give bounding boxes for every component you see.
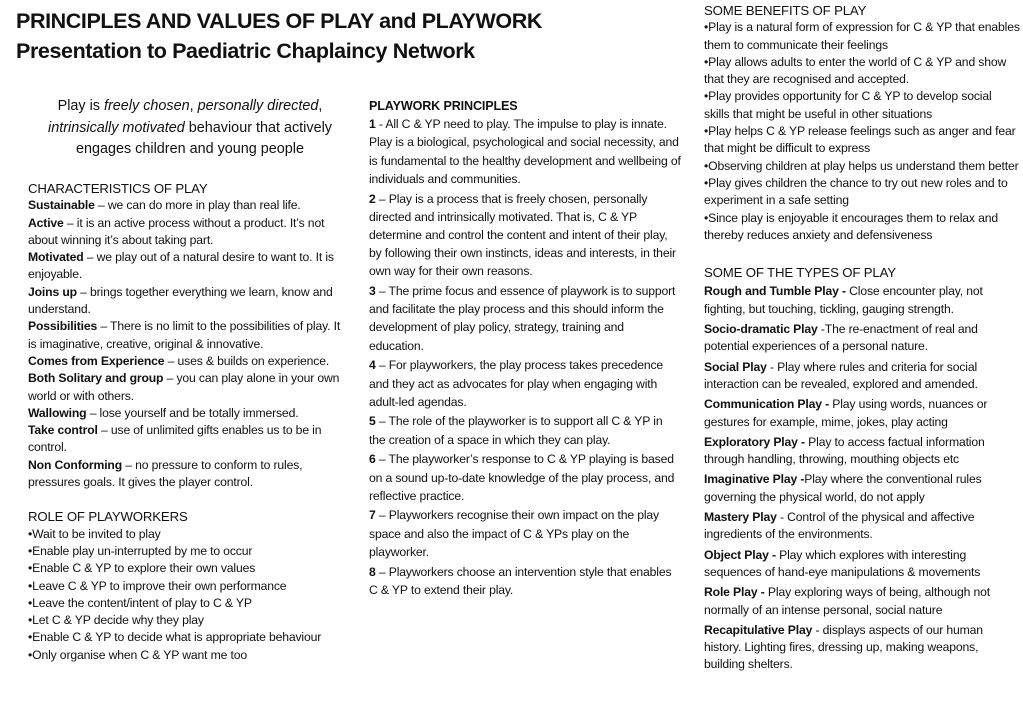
characteristic-item-text: – lose yourself and be totally immersed.	[86, 405, 299, 420]
role-item: •Wait to be invited to play	[28, 526, 161, 541]
characteristic-item	[28, 370, 350, 405]
play-type-item-term: Mastery Play	[704, 510, 777, 525]
principle-item-term: 5	[369, 414, 376, 429]
role-item: •Leave C & YP to improve their own performance	[28, 578, 287, 593]
types-list	[704, 283, 1020, 673]
characteristic-item-text: – you can play alone in your own world or with others.	[28, 371, 340, 403]
characteristic-item-term: Take control	[28, 423, 98, 438]
play-type-item	[704, 321, 1020, 356]
role-item: •Let C & YP decide why they play	[28, 613, 204, 628]
characteristic-item	[28, 353, 350, 370]
roles-heading: ROLE OF PLAYWORKERS	[28, 509, 188, 525]
play-type-item	[704, 396, 1020, 431]
role-item: •Only organise when C & YP want me too	[28, 647, 247, 662]
characteristic-item-text: – it is an active process without a product. It’s not about winning it’s about taking part.	[28, 215, 325, 247]
characteristic-item	[28, 284, 350, 319]
intro-text: ,	[189, 98, 198, 114]
characteristic-item-term: Sustainable	[28, 198, 95, 213]
play-type-item-text: - Control of the physical and affective ingredients of the environments.	[704, 510, 975, 542]
principle-item	[369, 563, 681, 599]
play-type-item-text: Play exploring ways of being, although not normally of an intense personal, social nature	[704, 585, 990, 617]
characteristic-item-term: Wallowing	[28, 405, 87, 420]
benefit-item: •Play provides opportunity for C & YP to develop social skills that might be useful in other situations	[704, 89, 992, 121]
principle-item-text: – The prime focus and essence of playwork is to support and facilitate the play process and this should inform the development of play policy, strategy, training and education.	[369, 284, 676, 353]
characteristic-item-text: – we play out of a natural desire to want to. It is enjoyable.	[28, 250, 334, 282]
principle-item-text: – Playworkers choose an intervention style that enables C & YP to extend their play.	[369, 564, 672, 597]
play-type-item-term: Exploratory Play -	[704, 434, 805, 449]
characteristic-item-text: – we can do more in play than real life.	[94, 198, 301, 213]
play-type-item	[704, 359, 1020, 394]
title-line-1: PRINCIPLES AND VALUES OF PLAY and PLAYWORK	[16, 9, 542, 33]
principle-item	[369, 282, 681, 355]
principles-list	[369, 115, 681, 599]
characteristic-item-text: – use of unlimited gifts enables us to be in control.	[28, 423, 322, 455]
principle-item-text: – Playworkers recognise their own impact on the play space and also the impact of C & YPs play on the playworker.	[369, 508, 659, 559]
principle-item	[369, 450, 681, 505]
play-type-item-term: Imaginative Play -	[704, 472, 805, 487]
play-type-item-term: Role Play -	[704, 585, 765, 600]
intro-text: Play is	[57, 98, 104, 114]
characteristic-item	[28, 249, 350, 284]
roles-list	[28, 526, 350, 664]
play-type-item	[704, 547, 1020, 582]
play-type-item-term: Object Play -	[704, 547, 776, 562]
play-type-item-text: Close encounter play, not fighting, but touching, tickling, gauging strength.	[704, 284, 983, 316]
title-line-2: Presentation to Paediatric Chaplaincy Network	[16, 39, 475, 63]
characteristic-item-text: – There is no limit to the possibilities of play. It is imaginative, creative, original & innovative.	[28, 319, 341, 351]
principle-item-text: – For playworkers, the play process takes precedence and they act as advocates for play when engaging with adult-led agendas.	[369, 358, 664, 409]
play-type-item	[704, 584, 1020, 619]
benefit-item: •Since play is enjoyable it encourages them to relax and thereby reduces anxiety and defensiveness	[704, 210, 998, 242]
play-type-item-text: Play which explores with interesting sequences of hand-eye manipulations & movements	[704, 547, 981, 579]
play-type-item-text: Play to access factual information through handling, throwing, mouthing objects etc	[704, 434, 985, 467]
play-type-item	[704, 622, 1020, 674]
intro-emphasis: intrinsically motivated	[48, 119, 185, 136]
characteristic-item-term: Motivated	[28, 250, 84, 265]
characteristic-item-term: Joins up	[28, 284, 77, 299]
play-type-item-term: Communication Play -	[704, 397, 829, 412]
characteristic-item	[28, 405, 350, 422]
play-type-item	[704, 509, 1020, 544]
benefits-list	[704, 19, 1020, 244]
principle-item-term: 8	[369, 564, 376, 579]
characteristic-item-term: Both Solitary and group	[28, 371, 164, 386]
characteristic-item	[28, 215, 350, 250]
characteristic-item	[28, 197, 350, 214]
principle-item-term: 6	[369, 452, 376, 467]
principle-item	[369, 115, 681, 188]
column-right	[704, 2, 1020, 677]
role-item: •Enable C & YP to explore their own values	[28, 561, 256, 576]
characteristic-item	[28, 457, 350, 492]
play-type-item-text: Play using words, nuances or gestures for example, mime, jokes, play acting	[704, 397, 988, 429]
principle-item	[369, 506, 681, 561]
characteristics-heading: CHARACTERISTICS OF PLAY	[28, 181, 208, 196]
characteristic-item-term: Comes from Experience	[28, 353, 165, 368]
characteristic-item	[28, 422, 350, 457]
column-middle	[369, 97, 681, 600]
principle-item-text: - All C & YP need to play. The impulse to play is innate. Play is a biological, psychological and social necessity, and is fundamental to the healthy development and wellbeing of individuals and communities.	[369, 117, 681, 186]
role-item: •Enable play un-interrupted by me to occur	[28, 543, 253, 558]
play-type-item-text: - displays aspects of our human history. Lighting fires, dressing up, making weapons, building shelters.	[704, 622, 983, 672]
characteristic-item-term: Active	[28, 215, 64, 230]
play-type-item-term: Socio-dramatic Play	[704, 322, 818, 337]
benefit-item: •Play allows adults to enter the world of C & YP and show that they are recognised and accepted.	[704, 54, 1007, 87]
principle-item	[369, 356, 681, 411]
play-type-item-text: -The re-enactment of real and potential experiences of a personal nature.	[704, 322, 978, 354]
principle-item-term: 1	[369, 117, 376, 132]
role-item: •Leave the content/intent of play to C & YP	[28, 595, 252, 610]
intro-emphasis: freely chosen	[104, 98, 190, 114]
play-type-item-term: Social Play	[704, 359, 767, 374]
play-definition	[22, 96, 358, 161]
benefit-item: •Play gives children the chance to try out new roles and to experiment in a safe setting	[704, 175, 1008, 208]
column-left	[28, 180, 350, 664]
document-title	[16, 6, 542, 66]
role-item: •Enable C & YP to decide what is appropriate behaviour	[28, 630, 322, 645]
principle-item-term: 2	[369, 191, 376, 206]
characteristic-item-text: – uses & builds on experience.	[164, 353, 330, 368]
principle-item	[369, 190, 681, 281]
play-type-item-text: Play where the conventional rules governing the physical world, do not apply	[704, 472, 982, 504]
principle-item-text: – The role of the playworker is to support all C & YP in the creation of a space in which they can play.	[369, 414, 663, 447]
benefit-item: •Play is a natural form of expression for C & YP that enables them to communicate their feelings	[704, 20, 1020, 52]
benefit-item: •Play helps C & YP release feelings such as anger and fear that might be difficult to express	[704, 124, 1016, 156]
types-heading: SOME OF THE TYPES OF PLAY	[704, 265, 896, 281]
play-type-item-term: Recapitulative Play	[704, 622, 813, 637]
characteristics-list	[28, 197, 350, 491]
intro-emphasis: personally directed	[197, 98, 319, 114]
play-type-item	[704, 283, 1020, 318]
intro-text: ,	[318, 98, 323, 114]
benefit-item: •Observing children at play helps us understand them better	[704, 158, 1019, 173]
principle-item-text: – Play is a process that is freely chosen, personally directed and intrinsically motivated. That is, C & YP determine and control the content and intent of their play, by following their own instincts, ideas and interests, in their own way for their own reasons.	[369, 191, 676, 279]
principles-heading: PLAYWORK PRINCIPLES	[369, 99, 518, 113]
characteristic-item-text: – brings together everything we learn, know and understand.	[28, 284, 333, 317]
principle-item-term: 3	[369, 284, 376, 299]
principle-item	[369, 412, 681, 448]
play-type-item-text: - Play where rules and criteria for social interaction can be revealed, explored and amended.	[704, 359, 978, 391]
principle-item-term: 4	[369, 358, 376, 373]
principle-item-term: 7	[369, 508, 376, 523]
play-type-item	[704, 434, 1020, 469]
characteristic-item	[28, 318, 350, 353]
benefits-heading: SOME BENEFITS OF PLAY	[704, 3, 867, 18]
characteristic-item-term: Non Conforming	[28, 457, 123, 472]
intro-text: behaviour that actively engages children and young people	[75, 119, 332, 157]
principle-item-text: – The playworker’s response to C & YP playing is based on a sound up-to-date knowledge of the play process, and reflective practice.	[369, 452, 675, 503]
characteristic-item-term: Possibilities	[28, 319, 98, 334]
characteristic-item-text: – no pressure to conform to rules, pressures goals. It gives the player control.	[28, 457, 303, 490]
play-type-item	[704, 471, 1020, 506]
play-type-item-term: Rough and Tumble Play -	[704, 284, 846, 299]
